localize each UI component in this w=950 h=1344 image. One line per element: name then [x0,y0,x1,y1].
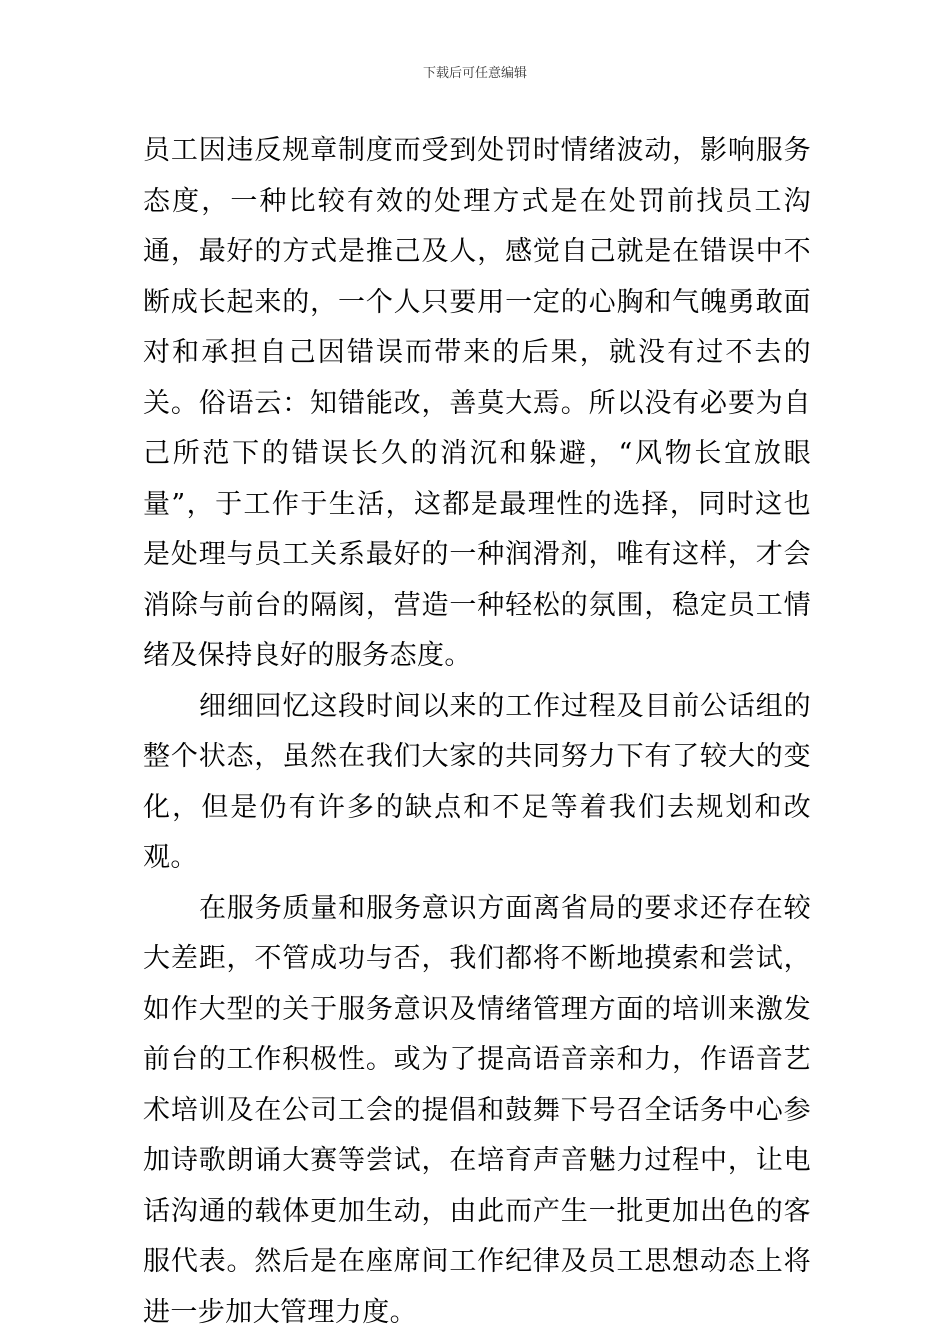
document-body [143,126,811,1338]
header-note: 下载后可任意编辑 [422,66,527,81]
paragraph-2: 细细回忆这段时间以来的工作过程及目前公话组的整个状态，虽然在我们大家的共同努力下有了较大的变化，但是仍有许多的缺点和不足等着我们去规划和改观。 [143,690,811,873]
paragraph-1: 员工因违反规章制度而受到处罚时情绪波动，影响服务态度，一种比较有效的处理方式是在处罚前找员工沟通，最好的方式是推己及人，感觉自己就是在错误中不断成长起来的，一个人只要用一定的心胸和气魄勇敢面对和承担自己因错误而带来的后果，就没有过不去的关。俗语云：知错能改，善莫大焉。所以没有必要为自己所范下的错误长久的消沉和躲避，“风物长宜放眼量”，于工作于生活，这都是最理性的选择，同时这也是处理与员工关系最好的一种润滑剂，唯有这样，才会消除与前台的隔阂，营造一种轻松的氛围，稳定员工情绪及保持良好的服务态度。 [143,135,811,671]
paragraph-3: 在服务质量和服务意识方面离省局的要求还存在较大差距，不管成功与否，我们都将不断地摸索和尝试，如作大型的关于服务意识及情绪管理方面的培训来激发前台的工作积极性。或为了提高语音亲和力，作语音艺术培训及在公司工会的提倡和鼓舞下号召全话务中心参加诗歌朗诵大赛等尝试，在培育声音魅力过程中，让电话沟通的载体更加生动，由此而产生一批更加出色的客服代表。然后是在座席间工作纪律及员工思想动态上将进一步加大管理力度。 [143,892,811,1328]
